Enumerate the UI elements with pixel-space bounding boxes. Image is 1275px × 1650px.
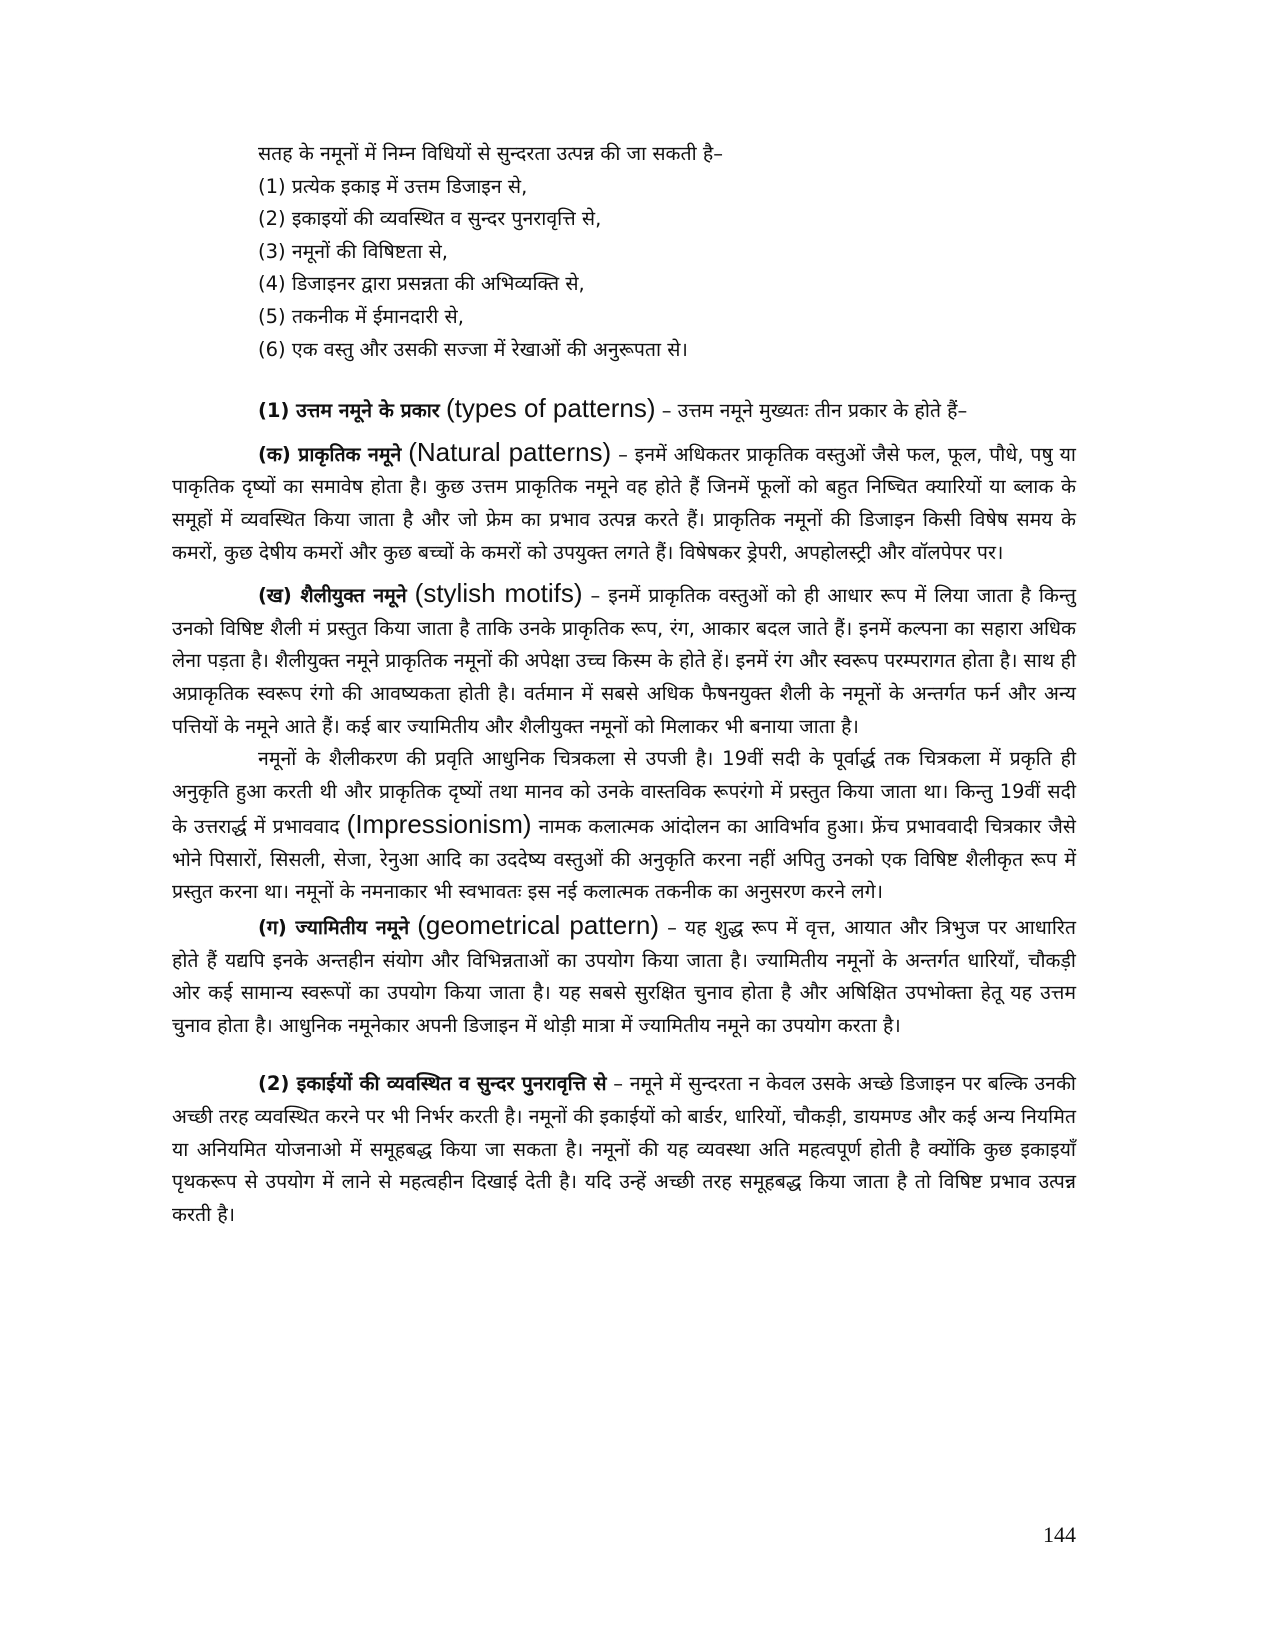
subheading: (क) प्राकृतिक नमूने bbox=[258, 442, 402, 466]
section-heading-english: (types of patterns) bbox=[445, 393, 656, 424]
paragraph-text: – इनमें प्राकृतिक वस्तुओं को ही आधार रूप में लिया जाता है किन्तु उनको विषिष्ट शैली मं प्रस्तुत किया जाता है ताकि उनके प्राकृतिक रूप, रंग, आकार बदल जाते हैं। इनमें कल्पना का सहारा अधिक लेना पड़ता है। शैलीयुक्त नमूने प्राकृतिक नमूनों की अपेक्षा उच्च किस्म के होते हें। इनमें रंग और स्वरूप परम्परागत होता है। साथ ही अप्राकृतिक स्वरूप रंगो की आवष्यकता होती है। वर्तमान में सबसे अधिक फैषनयुक्त शैली के नमूनों के अन्तर्गत फर्न और अन्य पत्तियों के नमूने आते हैं। कई बार ज्यामितीय और शैलीयुक्त नमूनों को मिलाकर भी बनाया जाता है। bbox=[172, 584, 1077, 738]
section-heading: (2) इकाईयों की व्यवस्थित व सुन्दर पुनरावृत्ति से bbox=[258, 1072, 607, 1096]
page-body bbox=[172, 138, 1076, 1231]
list-item: (1) प्रत्येक इकाइ में उत्तम डिजाइन से, bbox=[258, 174, 528, 198]
page-number: 144 bbox=[1043, 1522, 1076, 1547]
paragraph-natural-patterns bbox=[172, 436, 1076, 569]
paragraph-text: – इनमें अधिकतर प्राकृतिक वस्तुओं जैसे फल, फूल, पौधे, पषु या पाकृतिक दृष्यों का समावेष होता है। कुछ उत्तम प्राकृतिक नमूने वह होते हैं जिनमें फूलों को बहुत निष्चित क्यारियों या ब्लाक के समूहों में व्यवस्थित किया जाता है और जो फ्रेम का प्रभाव उत्पन्न करते हैं। प्राकृतिक नमूनों की डिजाइन किसी विषेष समय के कमरों, कुछ देषीय कमरों और कुछ बच्चों के कमरों को उपयुक्त लगते हैं। विषेषकर ड्रेपरी, अपहोलस्ट्री और वॉलपेपर पर। bbox=[172, 442, 1076, 564]
term-english: (Impressionism) bbox=[346, 809, 532, 840]
paragraph-text: – यह शुद्ध रूप में वृत्त, आयात और त्रिभुज पर आधारित होते हैं यद्यपि इनके अन्तहीन संयोग और विभिन्नताओं का उपयोग किया जाता है। ज्यामितीय नमूनों के अन्तर्गत धारियाँ, चौकड़ी ओर कई सामान्य स्वरूपों का उपयोग किया जाता है। यह सबसे सुरक्षित चुनाव होता है और अषिक्षित उपभोक्ता हेतू यह उत्तम चुनाव होता है। आधुनिक नमूनेकार अपनी डिजाइन में थोड़ी मात्रा में ज्यामितीय नमूने का उपयोग करता है। bbox=[172, 916, 1076, 1037]
subheading: (ख) शैलीयुक्त नमूने bbox=[258, 584, 407, 608]
paragraph-text: नामक कलात्मक आंदोलन का आविर्भाव हुआ। फ्रेंच प्रभाववादी चित्रकार जैसे भोने पिसारों, सिसली, सेजा, रेनुआ आदि का उददेष्य वस्तुओं की अनुकृति करना नहीं अपितु उनको एक विषिष्ट शैलीकृत रूप में प्रस्तुत करना था। नमूनों के नमनाकार भी स्वभावतः इस नई कलात्मक तकनीक का अनुसरण करने लगे। bbox=[172, 815, 1076, 904]
list-item: (4) डिजाइनर द्वारा प्रसन्नता की अभिव्यक्ति से, bbox=[258, 272, 585, 296]
subheading: (ग) ज्यामितीय नमूने bbox=[258, 916, 410, 940]
section-text: – उत्तम नमूने मुख्यतः तीन प्रकार के होते हैं– bbox=[655, 399, 968, 423]
subheading-english: (stylish motifs) bbox=[414, 578, 583, 609]
section-repetition-of-units bbox=[172, 1068, 1076, 1231]
list-item: (3) नमूनों की विषिष्टता से, bbox=[258, 239, 448, 263]
paragraph-text: नमूनों के शैलीकरण की प्रवृति आधुनिक चित्रकला से उपजी है। 19वीं सदी के पूर्वार्द्ध तक चित्रकला में प्रकृति ही अनुकृति हुआ करती थी और प्राकृतिक दृष्यों तथा मानव को उनके वास्तविक रूपरंगो में प्रस्तुत किया जाता था। किन्तु 19वीं सदी के उत्तरार्द्ध में प्रभाववाद bbox=[172, 747, 1076, 839]
subheading-english: (Natural patterns) bbox=[408, 436, 612, 467]
section-types-of-patterns bbox=[172, 392, 1076, 428]
section-text: – नमूने में सुन्दरता न केवल उसके अच्छे डिजाइन पर बल्कि उनकी अच्छी तरह व्यवस्थित करने पर भी निर्भर करती है। नमूनों की इकाईयों को बार्डर, धारियों, चौकड़ी, डायमण्ड और कई अन्य नियमित या अनियमित योजनाओ में समूहबद्ध किया जा सकता है। नमूनों की यह व्यवस्था अति महत्वपूर्ण होती है क्योंकि कुछ इकाइयाँ पृथकरूप से उपयोग में लाने से महत्वहीन दिखाई देती है। यदि उन्हें अच्छी तरह समूहबद्ध किया जाता है तो विषिष्ट प्रभाव उत्पन्न करती है। bbox=[172, 1072, 1076, 1226]
methods-list bbox=[172, 138, 1076, 366]
subheading-english: (geometrical pattern) bbox=[417, 910, 659, 941]
list-item: (6) एक वस्तु और उसकी सज्जा में रेखाओं की अनुरूपता से। bbox=[258, 337, 688, 361]
section-heading: (1) उत्तम नमूने के प्रकार bbox=[258, 399, 440, 423]
methods-list-lead: सतह के नमूनों में निम्न विधियों से सुन्दरता उत्पन्न की जा सकती है– bbox=[258, 142, 724, 165]
paragraph-stylization-history bbox=[172, 743, 1076, 909]
paragraph-stylish-motifs bbox=[172, 577, 1076, 743]
list-item: (2) इकाइयों की व्यवस्थित व सुन्दर पुनरावृत्ति से, bbox=[258, 207, 602, 231]
list-item: (5) तकनीक में ईमानदारी से, bbox=[258, 304, 464, 328]
paragraph-geometrical-pattern bbox=[172, 909, 1076, 1042]
